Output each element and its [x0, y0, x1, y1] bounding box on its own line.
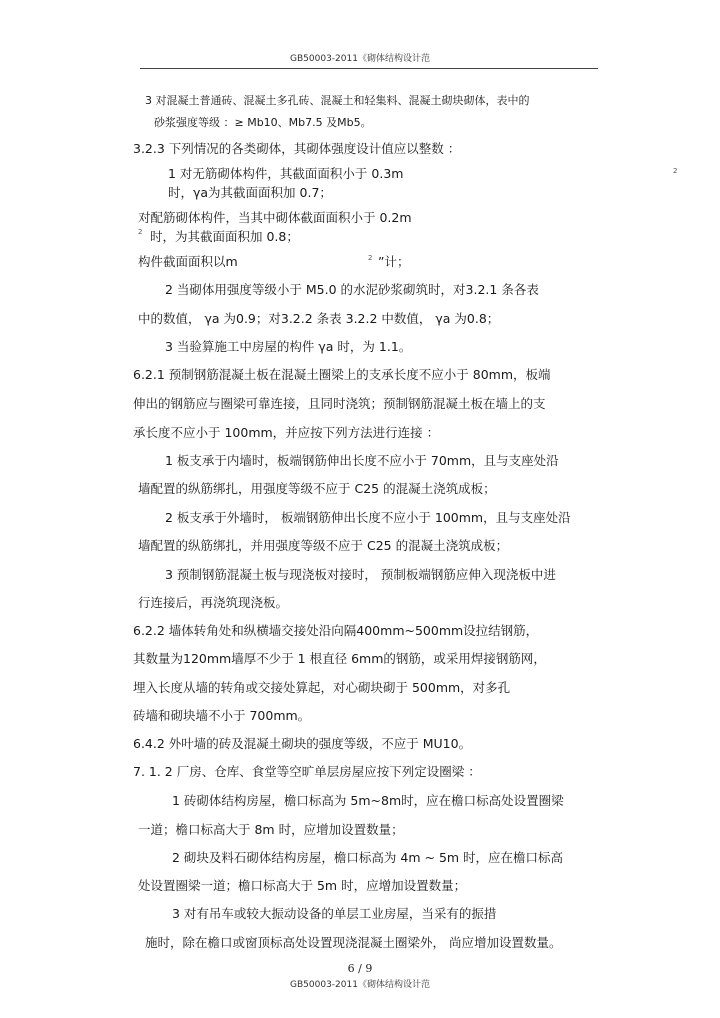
page-header: GB50003-2011《砌体结构设计范 — [290, 54, 430, 64]
text-line: 1 砖砌体结构房屋，檐口标高为 5m~8m时，应在檐口标高处设置圈梁 — [172, 793, 564, 808]
text-line: 时，γa为其截面面积加 0.7； — [168, 185, 332, 200]
text-line: 砖墙和砌块墙不小于 700mm。 — [133, 708, 311, 723]
header-divider — [140, 68, 598, 69]
page-footer: GB50003-2011《砌体结构设计范 — [290, 980, 430, 990]
superscript: 2 — [673, 167, 678, 175]
text-line: 3 对有吊车或较大振动设备的单层工业房屋，当采有的振措 — [172, 906, 497, 921]
text-line: 砂浆强度等级 ：≥ Mb10、Mb7.5 及Mb5。 — [154, 116, 372, 129]
text-line: 1 对无筋砌体构件，其截面面积小于 0.3m — [168, 166, 404, 181]
text-line: 2 板支承于外墙时， 板端钢筋伸出长度不应小于 100mm，且与支座处沿 — [165, 510, 571, 525]
text-line: 3 当验算施工中房屋的构件 γa 时，为 1.1。 — [165, 339, 412, 354]
section-heading: 6.2.2 墙体转角处和纵横墙交接处沿向隔400mm~500mm设拉结钢筋， — [133, 623, 539, 638]
text-line: 时，为其截面面积加 0.8； — [150, 229, 299, 244]
text-line: 对配筋砌体构件，当其中砌体截面面积小于 0.2m — [138, 210, 412, 225]
section-heading: 3.2.3 下列情况的各类砌体，其砌体强度设计值应以整数 ： — [133, 141, 461, 156]
text-line: 伸出的钢筋应与圈梁可靠连接，且同时浇筑；预制钢筋混凝土板在墙上的支 — [133, 396, 546, 411]
text-line: 埋入长度从墙的转角或交接处算起，对心砌块砌于 500mm，对多孔 — [133, 680, 511, 695]
text-line: 一道；檐口标高大于 8m 时，应增加设置数量； — [138, 822, 404, 837]
text-line: 其数量为120mm墙厚不少于 1 根直径 6mm的钢筋，或采用焊接钢筋网， — [133, 651, 546, 666]
text-line: 3 对混凝土普通砖、混凝土多孔砖、混凝土和轻集料、混凝土砌块砌体，表中的 — [145, 94, 530, 107]
text-line: 行连接后，再浇筑现浇板。 — [138, 595, 289, 610]
text-line: 墙配置的纵筋绑扎，并用强度等级不应于 C25 的混凝土浇筑成板； — [138, 538, 509, 553]
page-number: 6 / 9 — [347, 962, 373, 975]
text-line: ”计； — [378, 254, 410, 269]
text-line: 构件截面面积以m — [138, 254, 238, 269]
text-line: 2 砌块及料石砌体结构房屋，檐口标高为 4m ~ 5m 时，应在檐口标高 — [172, 850, 564, 865]
section-heading: 6.2.1 预制钢筋混凝土板在混凝土圈梁上的支承长度不应小于 80mm，板端 — [133, 367, 551, 382]
superscript: 2 — [138, 228, 143, 236]
text-line: 承长度不应小于 100mm，并应按下列方法进行连接 ： — [133, 425, 440, 440]
section-heading: 6.4.2 外叶墙的砖及混凝土砌块的强度等级，不应于 MU10。 — [133, 736, 472, 751]
superscript: 2 — [368, 254, 373, 262]
text-line: 3 预制钢筋混凝土板与现浇板对接时， 预制板端钢筋应伸入现浇板中进 — [165, 567, 556, 582]
text-line: 处设置圈梁一道；檐口标高大于 5m 时，应增加设置数量； — [138, 878, 467, 893]
text-line: 施时，除在檐口或窗顶标高处设置现浇混凝土圈梁外， 尚应增加设置数量。 — [145, 935, 562, 950]
text-line: 中的数值， γa 为0.9；对3.2.2 条表 3.2.2 中数值， γa 为0.8； — [138, 311, 500, 326]
text-line: 1 板支承于内墙时，板端钢筋伸出长度不应小于 70mm，且与支座处沿 — [165, 453, 559, 468]
text-line: 2 当砌体用强度等级小于 M5.0 的水泥砂浆砌筑时，对3.2.1 条各表 — [165, 282, 539, 297]
text-line: 墙配置的纵筋绑扎，用强度等级不应于 C25 的混凝土浇筑成板； — [138, 481, 496, 496]
section-heading: 7. 1. 2 厂房、仓库、食堂等空旷单层房屋应按下列定设圈梁 ： — [133, 764, 481, 779]
